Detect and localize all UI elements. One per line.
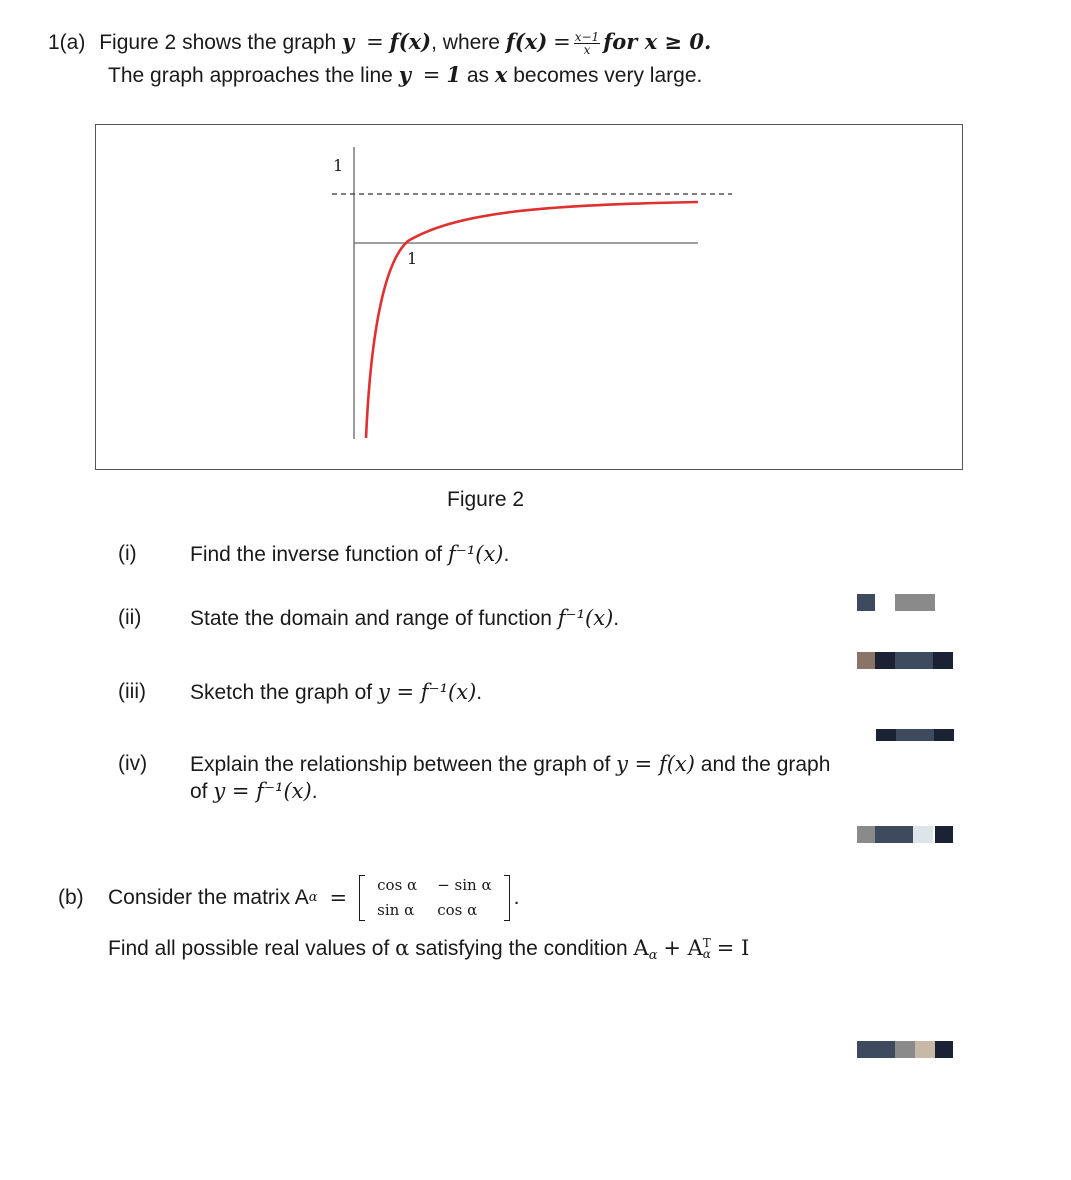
math-fx-2: f(x) — [505, 29, 548, 54]
function-curve — [366, 202, 698, 438]
part-i-end: . — [503, 543, 510, 566]
redaction-block — [933, 652, 953, 669]
line2-end-text: becomes very large. — [513, 64, 703, 87]
math-eq-2: = — [553, 30, 571, 54]
redaction-block — [895, 1041, 915, 1058]
part-iii-math: y = f⁻¹(x) — [377, 680, 477, 704]
cond-sub: α — [648, 948, 658, 963]
question-1b — [108, 872, 519, 924]
as-text: as — [466, 64, 490, 87]
part-iii — [190, 679, 482, 706]
figure-2-box — [95, 124, 963, 470]
part-label-iv: (iv) — [118, 752, 148, 775]
part-iv-end: . — [311, 780, 318, 803]
redaction-block — [895, 594, 935, 611]
question-label: 1(a) — [48, 31, 86, 54]
part-ii — [190, 605, 619, 632]
math-x: x — [494, 62, 508, 87]
question-text: Figure 2 shows the graph — [99, 31, 337, 54]
fraction-denominator: x — [583, 42, 591, 57]
domain-condition: for x ≥ 0. — [603, 29, 712, 54]
redaction-block — [876, 729, 896, 741]
redaction-block — [857, 826, 875, 843]
math-eq: = — [366, 30, 384, 54]
cond-sup: T — [702, 936, 711, 951]
part-iv-text-2: and the graph — [700, 753, 831, 776]
x-tick-label: 1 — [407, 249, 418, 268]
redaction-block — [915, 1041, 935, 1058]
matrix-subscript: α — [308, 890, 318, 905]
part-iv-math: y = f(x) — [616, 752, 695, 776]
part-ii-text: State the domain and range of function — [190, 607, 552, 630]
question-1b-label: (b) — [58, 886, 84, 909]
matrix-intro-text: Consider the matrix A — [108, 886, 309, 909]
figure-2-graph — [96, 125, 962, 469]
matrix-cell-11: cos α — [377, 876, 418, 894]
redaction-block — [913, 826, 933, 843]
question-1b-line2 — [108, 935, 749, 969]
math-y-2: y — [398, 62, 411, 87]
matrix-end: . — [513, 886, 520, 909]
redaction-block — [857, 594, 875, 611]
cond-plus: + A — [663, 936, 703, 960]
redaction-block — [895, 652, 933, 669]
part-iv — [190, 751, 830, 778]
alpha-symbol: α — [395, 936, 410, 960]
part-iii-text: Sketch the graph of — [190, 681, 373, 704]
part-label-ii: (ii) — [118, 606, 142, 629]
matrix-cell-21: sin α — [377, 901, 415, 919]
redaction-block — [896, 729, 934, 741]
fraction-numerator: x−1 — [574, 29, 600, 44]
part-label-i: (i) — [118, 542, 137, 565]
rotation-matrix — [359, 873, 509, 923]
redaction-block — [875, 826, 913, 843]
part-i-text: Find the inverse function of — [190, 543, 443, 566]
cond-end: = I — [716, 936, 750, 960]
question-1a-line2 — [108, 62, 702, 89]
line2-text: The graph approaches the line — [108, 64, 393, 87]
part-iv-text: Explain the relationship between the graph of — [190, 753, 611, 776]
y-tick-label: 1 — [333, 156, 344, 175]
line2-prefix: Find all possible real values of — [108, 937, 390, 960]
question-1a — [48, 29, 711, 56]
part-ii-math: f⁻¹(x) — [557, 606, 614, 630]
part-iv-line2-text: of — [190, 780, 208, 803]
line2-mid: satisfying the condition — [415, 937, 628, 960]
matrix-eq: = — [329, 886, 348, 910]
math-eq-3: = — [422, 63, 441, 87]
part-iii-end: . — [476, 681, 483, 704]
cond-A: A — [633, 936, 649, 960]
figure-caption: Figure 2 — [447, 488, 525, 511]
matrix-cell-12: − sin α — [437, 876, 492, 894]
math-fx: f(x) — [389, 29, 432, 54]
cond-sub-2: α — [702, 947, 711, 962]
redaction-block — [935, 1041, 953, 1058]
redaction-block — [934, 729, 954, 741]
part-iv-line2 — [190, 778, 318, 805]
math-y: y — [342, 29, 355, 54]
part-ii-end: . — [613, 607, 620, 630]
part-i — [190, 541, 509, 568]
redaction-block — [857, 652, 875, 669]
redaction-block — [857, 1041, 895, 1058]
where-text: , where — [431, 31, 500, 54]
part-label-iii: (iii) — [118, 680, 146, 703]
redaction-block — [935, 826, 953, 843]
redaction-block — [875, 652, 895, 669]
part-iv-line2-math: y = f⁻¹(x) — [213, 779, 312, 803]
fraction — [574, 31, 600, 56]
part-i-math: f⁻¹(x) — [448, 542, 504, 566]
math-one: 1 — [446, 62, 461, 87]
matrix-cell-22: cos α — [437, 901, 478, 919]
